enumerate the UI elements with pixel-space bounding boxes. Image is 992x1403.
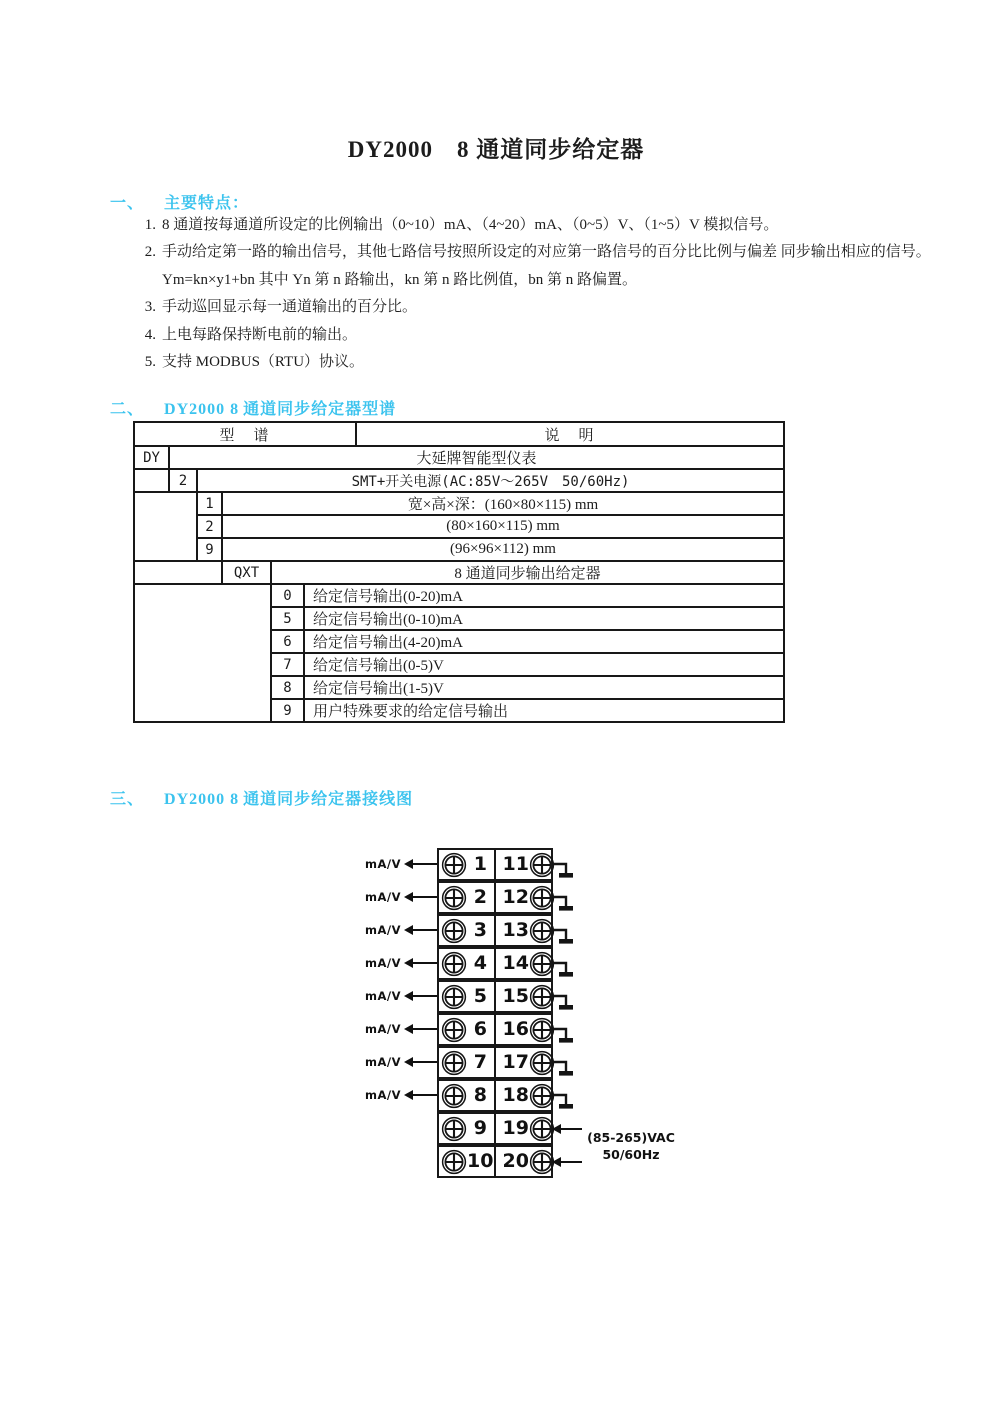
output-label: mA/V: [365, 923, 401, 937]
output-label: mA/V: [365, 1022, 401, 1036]
terminal-cell: [494, 1079, 553, 1112]
model-desc-cell: SMT+开关电源(AC:85V～265V 50/60Hz): [197, 469, 784, 492]
power-wire: [552, 1157, 582, 1167]
power-frequency-label: 50/60Hz: [602, 1147, 660, 1162]
features-list: [138, 212, 962, 376]
model-code-cell: 5: [271, 607, 304, 630]
model-code-cell: 8: [271, 676, 304, 699]
terminal-cell: [437, 947, 496, 980]
model-desc-cell: 给定信号输出(0-10)mA: [304, 607, 784, 630]
item-number: 3.: [144, 299, 156, 316]
wire-line: [413, 1061, 437, 1063]
output-arrow-icon: [404, 991, 413, 1001]
terminal-number: 20: [502, 1150, 529, 1172]
terminal-number: 7: [473, 1051, 487, 1073]
screw-terminal-icon: [441, 885, 467, 911]
wire-line: [413, 896, 437, 898]
terminal-number: 5: [473, 985, 487, 1007]
terminal-row: [437, 1013, 555, 1046]
terminal-number: 10: [467, 1150, 494, 1172]
terminal-row: [437, 1112, 555, 1145]
terminal-cell: [494, 881, 553, 914]
power-arrow-icon: [552, 1157, 561, 1167]
ground-icon: [552, 928, 579, 946]
model-code-cell: 2: [169, 469, 197, 492]
section-model-code: DY2000 8: [164, 401, 240, 418]
terminal-number: 8: [473, 1084, 487, 1106]
spacer-cell: [134, 561, 222, 584]
output-arrow-icon: [404, 859, 413, 869]
spacer-cell: [134, 469, 169, 492]
model-desc-cell: 给定信号输出(0-20)mA: [304, 584, 784, 607]
terminal-number: 6: [473, 1018, 487, 1040]
section-heading-spectrum: [110, 396, 396, 419]
list-item: [138, 294, 962, 321]
wire-line: [413, 962, 437, 964]
terminal-number: 14: [502, 952, 529, 974]
output-wire: [365, 957, 437, 969]
model-code-cell: 9: [271, 699, 304, 722]
model-desc-cell: 给定信号输出(4-20)mA: [304, 630, 784, 653]
wire-line: [413, 863, 437, 865]
item-number: 5.: [144, 354, 156, 371]
terminal-number: 11: [502, 853, 529, 875]
screw-terminal-icon: [441, 1149, 467, 1175]
model-code-cell: QXT: [222, 561, 271, 584]
output-wire: [365, 1089, 437, 1101]
ground-icon: [552, 895, 579, 913]
terminal-number: 3: [473, 919, 487, 941]
terminal-row: [437, 914, 555, 947]
desc-column-header: 说 明: [356, 422, 784, 446]
terminal-cell: [437, 1013, 496, 1046]
terminal-cell: [494, 1112, 553, 1145]
output-label: mA/V: [365, 857, 401, 871]
model-desc-cell: 用户特殊要求的给定信号输出: [304, 699, 784, 722]
section-number: 二、: [110, 401, 145, 418]
model-desc-cell: 大延牌智能型仪表: [169, 446, 784, 469]
power-wire: [552, 1124, 582, 1134]
terminal-row: [437, 848, 555, 881]
terminal-cell: [494, 947, 553, 980]
model-code-cell: 0: [271, 584, 304, 607]
terminal-cell: [437, 1145, 496, 1178]
screw-terminal-icon: [441, 852, 467, 878]
model-column-header: 型 谱: [134, 422, 356, 446]
screw-terminal-icon: [441, 951, 467, 977]
list-item: [138, 239, 962, 294]
terminal-cell: [437, 1046, 496, 1079]
wire-line: [413, 929, 437, 931]
item-number: 1.: [144, 217, 156, 233]
model-desc-cell: 宽×高×深：(160×80×115) mm: [222, 492, 784, 515]
screw-terminal-icon: [441, 1116, 467, 1142]
item-text: 8 通道按每通道所设定的比例输出（0~10）mA、（4~20）mA、（0~5）V、（1~5）V 模拟信号。: [162, 217, 779, 233]
output-arrow-icon: [404, 892, 413, 902]
terminal-cell: [494, 848, 553, 881]
model-code-cell: DY: [134, 446, 169, 469]
output-wire: [365, 858, 437, 870]
output-wire: [365, 1023, 437, 1035]
power-supply-label: [579, 1129, 683, 1163]
power-voltage-label: (85-265)VAC: [587, 1130, 675, 1145]
terminal-number: 13: [502, 919, 529, 941]
terminal-cell: [494, 980, 553, 1013]
model-code-cell: 1: [197, 492, 222, 515]
spacer-cell: [134, 492, 197, 561]
list-item: [138, 322, 962, 349]
terminal-cell: [494, 914, 553, 947]
item-number: 4.: [144, 326, 156, 343]
ground-icon: [552, 1027, 579, 1045]
list-item: [138, 349, 962, 376]
item-text: 手动给定第一路的输出信号，其他七路信号按照所设定的对应第一路信号的百分比比例与偏差 同步输出相应的信号。Ym=kn×y1+bn 其中 Yn 第 n 路输出，kn 第 n 路比例值，bn 第 n 路偏置。: [162, 244, 931, 288]
terminal-row: [437, 881, 555, 914]
model-desc-cell: 8 通道同步输出给定器: [271, 561, 784, 584]
ground-icon: [552, 961, 579, 979]
terminal-cell: [437, 1112, 496, 1145]
wiring-diagram: [365, 848, 705, 1194]
screw-terminal-icon: [441, 984, 467, 1010]
terminal-number: 2: [473, 886, 487, 908]
section-heading-wiring: [110, 786, 413, 809]
power-arrow-icon: [552, 1124, 561, 1134]
item-text: 上电每路保持断电前的输出。: [162, 326, 358, 343]
list-item: [138, 212, 962, 239]
spacer-cell: [134, 584, 271, 722]
terminal-number: 17: [502, 1051, 529, 1073]
ground-icon: [552, 1093, 579, 1111]
item-text: 手动巡回显示每一通道输出的百分比。: [162, 299, 418, 316]
terminal-cell: [437, 980, 496, 1013]
terminal-cell: [494, 1013, 553, 1046]
screw-terminal-icon: [441, 918, 467, 944]
ground-icon: [552, 994, 579, 1012]
model-desc-cell: (80×160×115) mm: [222, 515, 784, 538]
output-arrow-icon: [404, 1057, 413, 1067]
section-model-code: DY2000 8: [164, 791, 240, 808]
terminal-cell: [437, 848, 496, 881]
output-wire: [365, 1056, 437, 1068]
model-code-cell: 6: [271, 630, 304, 653]
screw-terminal-icon: [441, 1050, 467, 1076]
output-arrow-icon: [404, 1090, 413, 1100]
output-label: mA/V: [365, 956, 401, 970]
wire-line: [413, 1028, 437, 1030]
terminal-cell: [437, 914, 496, 947]
output-wire: [365, 891, 437, 903]
terminal-number: 12: [502, 886, 529, 908]
screw-terminal-icon: [441, 1083, 467, 1109]
model-code-cell: 9: [197, 538, 222, 561]
terminal-row: [437, 1079, 555, 1112]
output-label: mA/V: [365, 1088, 401, 1102]
output-arrow-icon: [404, 958, 413, 968]
model-code-cell: 2: [197, 515, 222, 538]
terminal-row: [437, 947, 555, 980]
ground-icon: [552, 862, 579, 880]
terminal-number: 18: [502, 1084, 529, 1106]
output-wire: [365, 990, 437, 1002]
terminal-number: 4: [473, 952, 487, 974]
model-desc-cell: 给定信号输出(1-5)V: [304, 676, 784, 699]
output-arrow-icon: [404, 1024, 413, 1034]
wire-line: [413, 1094, 437, 1096]
terminal-cell: [494, 1145, 553, 1178]
ground-icon: [552, 1060, 579, 1078]
wire-line: [413, 995, 437, 997]
output-label: mA/V: [365, 890, 401, 904]
terminal-number: 9: [473, 1117, 487, 1139]
section-heading-features: [110, 190, 249, 213]
section-number: 一、: [110, 195, 145, 212]
section-title: 通道同步给定器型谱: [243, 401, 397, 418]
terminal-cell: [437, 881, 496, 914]
model-desc-cell: (96×96×112) mm: [222, 538, 784, 561]
model-desc-cell: 给定信号输出(0-5)V: [304, 653, 784, 676]
section-title: 主要特点：: [164, 195, 250, 212]
output-arrow-icon: [404, 925, 413, 935]
terminal-row: [437, 1145, 555, 1178]
output-label: mA/V: [365, 1055, 401, 1069]
item-text: 支持 MODBUS（RTU）协议。: [162, 354, 365, 371]
page-title: DY2000 8 通道同步给定器: [347, 137, 645, 162]
item-number: 2.: [144, 244, 156, 261]
output-label: mA/V: [365, 989, 401, 1003]
model-code-cell: 7: [271, 653, 304, 676]
terminal-row: [437, 1046, 555, 1079]
terminal-number: 1: [473, 853, 487, 875]
output-wire: [365, 924, 437, 936]
terminal-number: 19: [502, 1117, 529, 1139]
terminal-number: 16: [502, 1018, 529, 1040]
section-number: 三、: [110, 791, 145, 808]
model-spectrum-table: [133, 421, 785, 723]
terminal-cell: [494, 1046, 553, 1079]
terminal-row: [437, 980, 555, 1013]
section-title: 通道同步给定器接线图: [243, 791, 414, 808]
terminal-cell: [437, 1079, 496, 1112]
terminal-number: 15: [502, 985, 529, 1007]
screw-terminal-icon: [441, 1017, 467, 1043]
